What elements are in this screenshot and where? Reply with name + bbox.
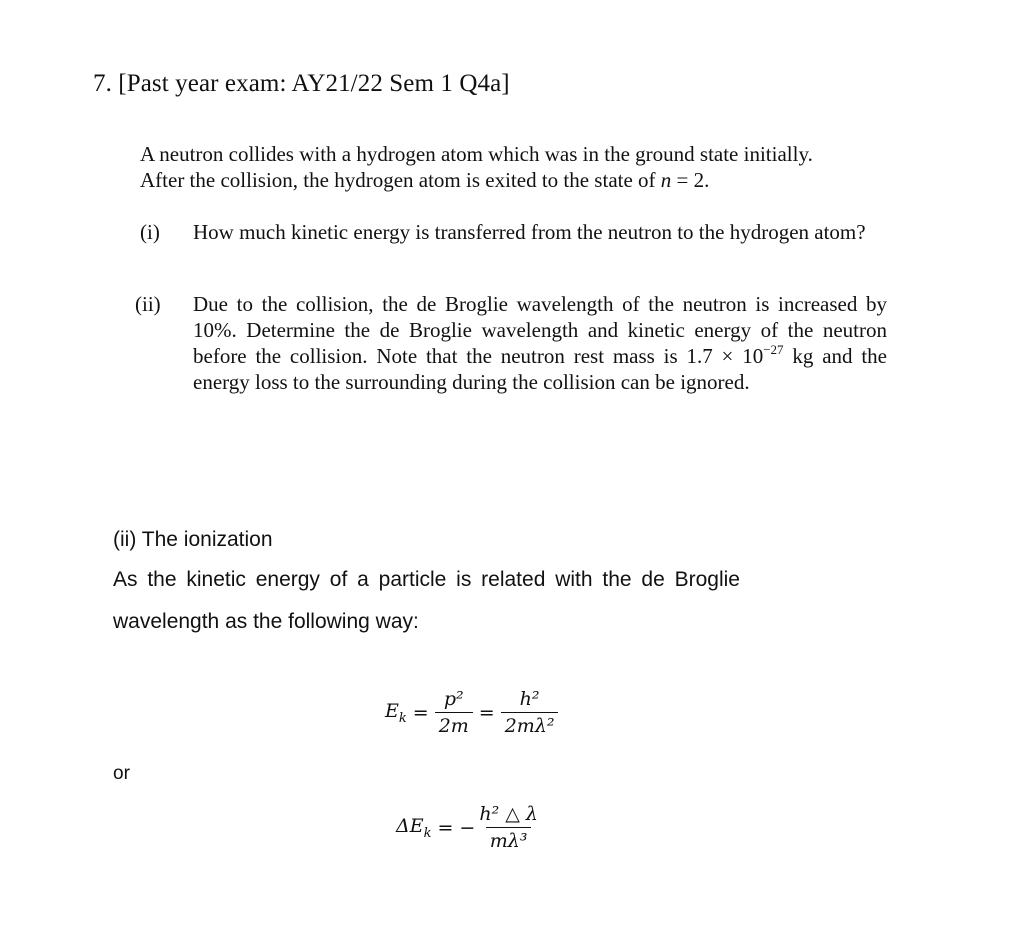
question-title: 7. [Past year exam: AY21/22 Sem 1 Q4a]	[93, 70, 510, 97]
part-1-text: How much kinetic energy is transferred from the neutron to the hydrogen atom?	[193, 220, 866, 244]
eq2-sign: −	[459, 816, 476, 839]
eq2-fraction: $\frac{\text{h² △ λ}}{\text{mλ³}}$	[479, 803, 538, 852]
eq2-lhs: $\Delta E_k$	[396, 814, 432, 841]
intro-line-2: After the collision, the hydrogen atom is exited to the state of n = 2.	[140, 168, 710, 192]
answer-heading: (ii) The ionization	[113, 528, 273, 551]
part-2-text: Due to the collision, the de Broglie wavelength of the neutron is increased by 10%. Determine the de Broglie wavelength and kinetic energy of the neutron before the collision. Note that the neutron rest mass is $1.7 \times 10^{-27}$ kg and the energy loss to the surrounding during the collision can be ignored.	[193, 292, 887, 394]
eq1-lhs: $E_k$	[385, 699, 407, 726]
intro-line-1: A neutron collides with a hydrogen atom which was in the ground state initially.	[140, 142, 813, 166]
state-variable: n	[660, 168, 672, 192]
mass-exponent: −27	[763, 342, 784, 357]
answer-line-1: As the kinetic energy of a particle is related with the de Broglie	[113, 568, 740, 591]
part-2-label: (ii)	[135, 292, 161, 316]
eq1-fraction-2: $\frac{\text{h²}}{\text{2mλ²}}$	[501, 688, 559, 737]
question-intro	[140, 141, 900, 193]
kinetic-energy-equation: $E_k$ = $\frac{\text{p²}}{2m}$ = $\frac{\text{h²}}{\text{2mλ²}}$	[385, 688, 558, 737]
eq1-fraction-1: $\frac{\text{p²}}{2m}$	[435, 688, 473, 737]
part-1-label: (i)	[140, 220, 160, 244]
delta-energy-equation: $\Delta E_k$ = − $\frac{\text{h² △ λ}}{\text{mλ³}}$	[396, 803, 542, 852]
or-connector: or	[113, 763, 130, 784]
answer-line-2: wavelength as the following way:	[113, 610, 419, 633]
